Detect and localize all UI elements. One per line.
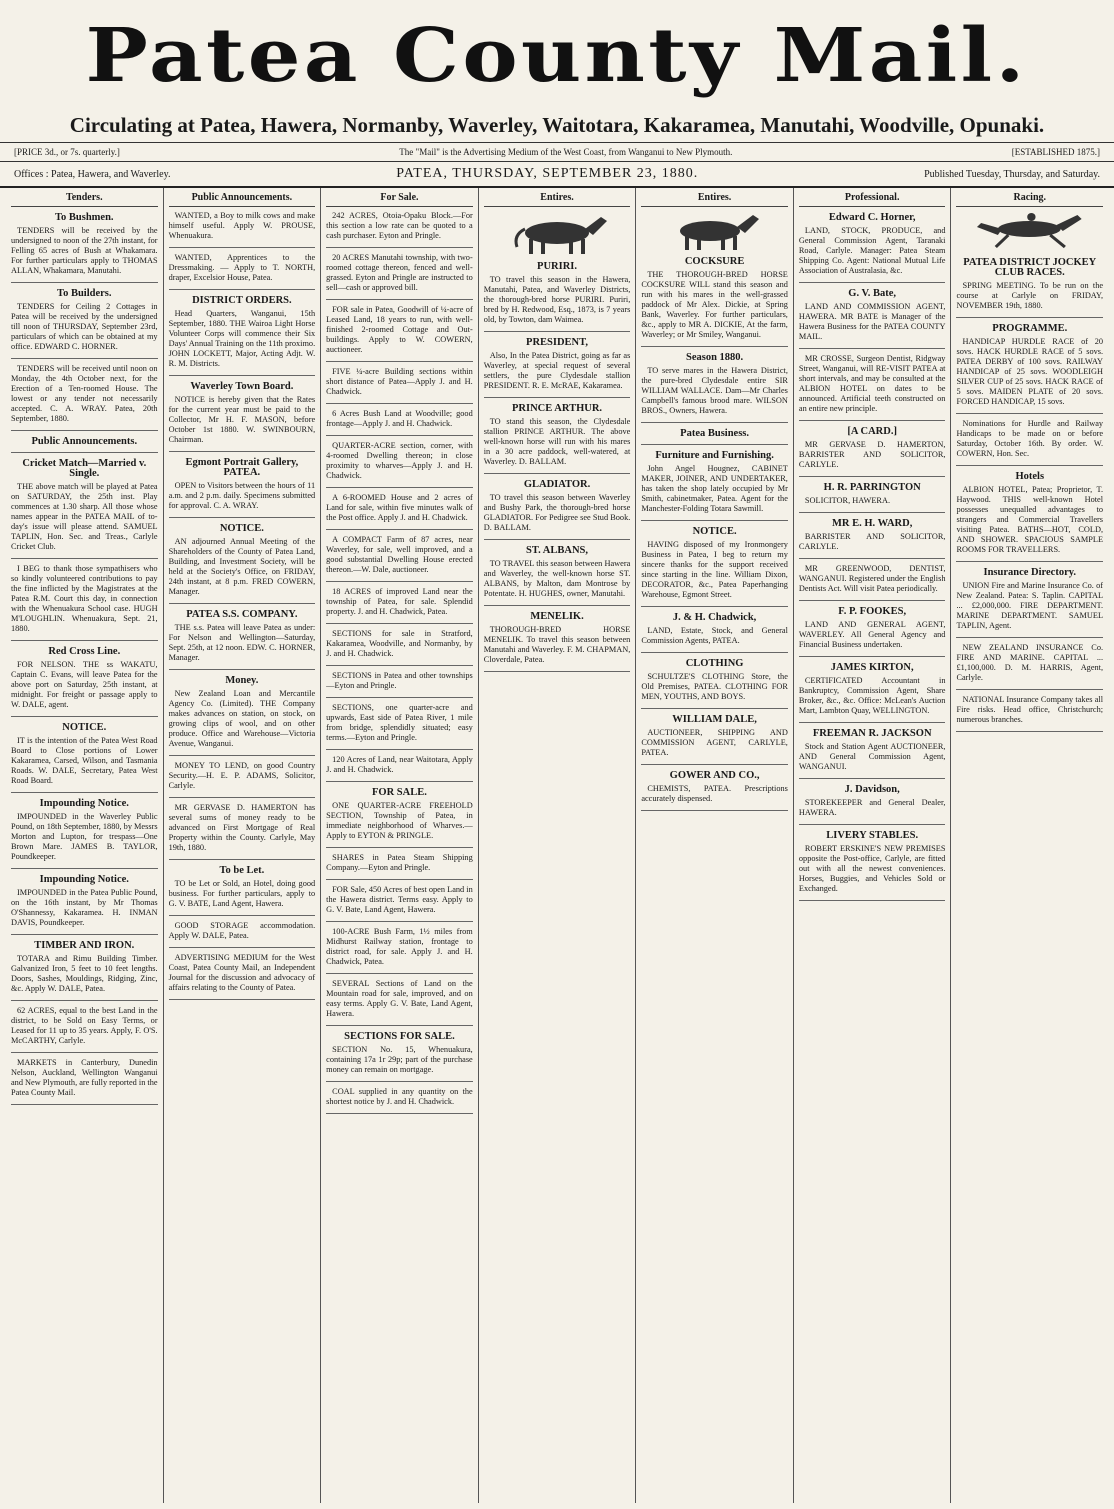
advert-text: ONE QUARTER-ACRE FREEHOLD SECTION, Township of Patea, in immediate neighborhood of Wharves.—Apply to EYTON & PRINGLE. <box>326 801 473 840</box>
advert-text: HAVING disposed of my Ironmongery Business in Patea, I beg to return my sincere thanks for the support received since starting in the line. William Dixon, DECORATOR, &c., Patea Paperhanging Warehouse, Egmont Street. <box>641 540 788 599</box>
advert-divider <box>11 558 158 559</box>
advert-heading: H. R. PARRINGTON <box>823 482 921 493</box>
advert-text: COAL supplied in any quantity on the shortest notice by J. and H. Chadwick. <box>326 1087 473 1106</box>
advert-text: WANTED, Apprentices to the Dressmaking. — Apply to T. NORTH, draper, Excelsior House, Patea. <box>168 253 316 282</box>
advert-text: I BEG to thank those sympathisers who so kindly volunteered contributions to pay the fine inflicted by the Magistrates at the Patea R.M. Court this day, in connection with the Whenuakura School case. HUGH M'LOUGHLIN. Whenuakura, Sept. 21, 1880. <box>11 564 158 633</box>
advert-heading: Public Announcements. <box>31 436 138 447</box>
advert-divider <box>956 465 1103 466</box>
advert-divider <box>799 558 946 559</box>
column-header: Entires. <box>484 190 631 207</box>
advert-divider <box>799 722 946 723</box>
advert-text: IT is the intention of the Patea West Road Board to Close portions of Lower Kakaramea, Carsed, Wilson, and Tasmania Roads. W. DALE, Secretary, Patea West Road Board. <box>11 736 158 785</box>
advert-heading: NOTICE. <box>62 722 107 733</box>
advert-divider <box>326 1025 473 1026</box>
column-header: Public Announcements. <box>169 190 316 207</box>
advert-text: THE s.s. Patea will leave Patea as under: For Nelson and Wellington—Saturday, Sept. 25th, at 12 noon. EDW. C. HORNER, Manager. <box>168 623 316 662</box>
advert-text: STOREKEEPER and General Dealer, HAWERA. <box>798 798 946 817</box>
advert-heading: To Bushmen. <box>55 212 114 223</box>
advert-text: LAND AND COMMISSION AGENT, HAWERA. MR BATE is Manager of the Hawera Business for the PATEA COUNTY MAIL. <box>798 302 946 341</box>
issue-date: PATEA, THURSDAY, SEPTEMBER 23, 1880. <box>396 166 699 181</box>
advert-text: 100-ACRE Bush Farm, 1½ miles from Midhurst Railway station, frontage to district road, for sale. Apply J. and H. Chadwick, Patea. <box>326 927 473 966</box>
advert-text: SOLICITOR, HAWERA. <box>804 496 891 505</box>
advert-divider <box>169 247 316 248</box>
column-3 <box>321 188 479 1503</box>
advert-text: LAND AND GENERAL AGENT, WAVERLEY. All General Agency and Financial Business undertaken. <box>798 620 946 649</box>
column-header: Tenders. <box>11 190 158 207</box>
advert-divider <box>956 637 1103 638</box>
advert-divider <box>11 792 158 793</box>
advert-text: TO serve mares in the Hawera District, the pure-bred Clydesdale entire SIR WILLIAM WALLACE. Dam—Mr Charles Campbell's famous brood mare. WILSON BROS., Owners, Hawera. <box>641 366 788 415</box>
advert-heading: [A CARD.] <box>847 426 897 437</box>
advert-divider <box>326 921 473 922</box>
advert-divider <box>956 561 1103 562</box>
advert-divider <box>11 640 158 641</box>
advert-text: AN adjourned Annual Meeting of the Shareholders of the County of Patea Land, Building, and Investment Society, will be held at the Society's Office, on FRIDAY, 24th instant, at 8 p.m. FRED COWERN, Manager. <box>168 537 316 596</box>
advert-heading: Season 1880. <box>686 352 744 363</box>
advert-divider <box>169 289 316 290</box>
advert-heading: Cricket Match—Married v. Single. <box>22 458 147 479</box>
advert-divider <box>11 282 158 283</box>
advert-text: NEW ZEALAND INSURANCE Co. FIRE AND MARINE. CAPITAL ... £1,100,000. D. M. HARRIS, Agent, Carlyle. <box>956 643 1104 682</box>
advert-heading: WILLIAM DALE, <box>672 714 757 725</box>
advert-divider <box>326 879 473 880</box>
advert-heading: PROGRAMME. <box>992 323 1068 334</box>
advert-text: CHEMISTS, PATEA. Prescriptions accurately dispensed. <box>641 784 788 803</box>
advert-divider <box>326 247 473 248</box>
advert-text: IMPOUNDED in the Waverley Public Pound, on 18th September, 1880, by Messrs Morton and Lupton, for trespass—One Brown Mare. JAMES B. TAYLOR, Poundkeeper. <box>11 812 158 861</box>
advert-heading: MR E. H. WARD, <box>832 518 913 529</box>
advert-divider <box>641 606 788 607</box>
column-2 <box>164 188 322 1503</box>
advert-text: TENDERS for Ceiling 2 Cottages in Patea will be received by the undersigned till noon of THURSDAY, September 23rd, particulars of which can be obtained at my office. EDWARD C. HORNER. <box>11 302 158 351</box>
advert-divider <box>11 868 158 869</box>
advert-text: ADVERTISING MEDIUM for the West Coast, Patea County Mail, an Independent Journal for the discussion and advocacy of affairs relating to the County of Patea. <box>168 953 316 992</box>
advert-text: UNION Fire and Marine Insurance Co. of New Zealand. Patea: S. Taplin. CAPITAL ... £2,000,000. FIRE DEPARTMENT. MARINE DEPARTMENT. SAMUEL TAPLIN, Agent. <box>956 581 1104 630</box>
advert-heading: FREEMAN R. JACKSON <box>812 728 932 739</box>
advert-divider <box>169 797 316 798</box>
advert-divider <box>484 473 631 474</box>
advert-divider <box>326 361 473 362</box>
advert-divider <box>11 934 158 935</box>
advert-heading: J. Davidson, <box>844 784 900 795</box>
advert-divider <box>641 444 788 445</box>
info-bar <box>0 142 1114 161</box>
horse-engraving-icon <box>655 211 775 251</box>
advert-text: 242 ACRES, Otoia-Opaku Block.—For this section a low rate can be quoted to a cash purchaser. Eyton and Pringle. <box>326 211 473 240</box>
advert-text: New Zealand Loan and Mercantile Agency Co. (Limited). THE Company makes advances on station, on stock, on growing clips of wool, and on other produce. Office and Warehouse—Victoria Avenue, Wanganui. <box>168 689 316 748</box>
advert-text: THE THOROUGH-BRED HORSE COCKSURE WILL stand this season and run with his mares in the well-grassed paddock of Mr Alex. Dickie, at Spring Bank, Waverley. For further particulars, &c., apply to MR A. DICKIE, At the farm, Waverley; or Mr Smiley, Wanganui. <box>641 270 788 339</box>
column-6 <box>794 188 952 1503</box>
column-header: Professional. <box>799 190 946 207</box>
advert-text: FIVE ¼-acre Building sections within short distance of Patea—Apply J. and H. Chadwick. <box>326 367 473 396</box>
advert-text: TO be Let or Sold, an Hotel, doing good business. For further particulars, apply to G. V. BATE, Land Agent, Hawera. <box>168 879 316 908</box>
columns <box>0 188 1114 1503</box>
advert-heading: To be Let. <box>219 865 265 876</box>
advert-divider <box>956 731 1103 732</box>
advert-text: SECTIONS in Patea and other townships—Eyton and Pringle. <box>326 671 473 690</box>
advert-text: SCHULTZE'S CLOTHING Store, the Old Premises, PATEA. CLOTHING FOR MEN, YOUTHS, AND BOYS. <box>641 672 788 701</box>
established: [ESTABLISHED 1875.] <box>1011 147 1100 157</box>
advert-divider <box>169 603 316 604</box>
advert-divider <box>484 671 631 672</box>
advert-divider <box>326 749 473 750</box>
advert-text: WANTED, a Boy to milk cows and make himself useful. Apply W. PROUSE, Whenuakura. <box>168 211 316 240</box>
advert-divider <box>11 452 158 453</box>
column-1 <box>6 188 164 1503</box>
advert-text: MONEY TO LEND, on good Country Security.—H. E. P. ADAMS, Solicitor, Carlyle. <box>168 761 316 790</box>
advert-text: SECTIONS, one quarter-acre and upwards, East side of Patea River, 1 mile from bridge, splendidly situated; easy terms.—Eyton and Pringle. <box>326 703 473 742</box>
dateline-bar <box>0 161 1114 188</box>
advert-heading: Waverley Town Board. <box>190 381 294 392</box>
advert-divider <box>169 859 316 860</box>
advert-text: MR GERVASE D. HAMERTON, BARRISTER AND SOLICITOR, CARLYLE. <box>798 440 946 469</box>
advert-divider <box>326 487 473 488</box>
advert-divider <box>484 331 631 332</box>
advert-divider <box>326 529 473 530</box>
advert-divider <box>326 847 473 848</box>
advert-heading: FOR SALE. <box>372 787 427 798</box>
column-header: Racing. <box>956 190 1103 207</box>
advert-divider <box>641 708 788 709</box>
advert-heading: Egmont Portrait Gallery, PATEA. <box>185 457 299 478</box>
advert-text: TENDERS will be received until noon on Monday, the 4th October next, for the Erection of a Ten-roomed House. The lowest or any tender not necessarily accepted. C. A. WRAY. Patea, 20th September, 1880. <box>11 364 158 423</box>
masthead <box>0 0 1114 112</box>
newspaper-title: Patea County Mail. <box>85 13 1029 99</box>
advert-text: OPEN to Visitors between the hours of 11 a.m. and 2 p.m. daily. Specimens submitted for approval. C. A. WRAY. <box>168 481 316 510</box>
advert-divider <box>326 623 473 624</box>
advert-text: FOR sale in Patea, Goodwill of ¼-acre of Leased Land, 18 years to run, with well-finished 2-roomed Cottage and Out-buildings. Apply to W. COWERN, auctioneer. <box>326 305 473 354</box>
circulation-line: Circulating at Patea, Hawera, Normanby, Waverley, Waitotara, Kakaramea, Manutahi, Woodville, Opunaki. <box>69 113 1045 137</box>
advert-divider <box>11 430 158 431</box>
advert-text: LAND, STOCK, PRODUCE, and General Commission Agent, Taranaki Road, Carlyle. Manager: Patea Steam Shipping Co. Agent: National Mutual Life Association of Australasia, &c. <box>798 226 946 275</box>
column-4 <box>479 188 637 1503</box>
advert-divider <box>799 900 946 901</box>
advert-text: SPRING MEETING. To be run on the course at Carlyle on FRIDAY, NOVEMBER 19th, 1880. <box>956 281 1104 310</box>
advert-text: QUARTER-ACRE section, corner, with 4-roomed Dwelling thereon; in close proximity to wharves—Apply J. and H. Chadwick. <box>326 441 473 480</box>
advert-heading: G. V. Bate, <box>848 288 897 299</box>
advert-heading: PATEA DISTRICT JOCKEY CLUB RACES. <box>963 257 1097 278</box>
advert-text: MR CROSSE, Surgeon Dentist, Ridgway Street, Wanganui, will RE-VISIT PATEA at short intervals, and may be consulted at the ALBION HOTEL on dates to be announced. Artificial teeth constructed on an entire new principle. <box>798 354 946 413</box>
advert-divider <box>956 413 1103 414</box>
advert-divider <box>11 1104 158 1105</box>
advert-text: TENDERS will be received by the undersigned to noon of the 27th instant, for Felling 65 acres of Bush at Whakamara. For further particulars apply to THOMAS ALLAN, Whakamara, Manutahi. <box>11 226 158 275</box>
advert-divider <box>799 600 946 601</box>
advert-text: THE above match will be played at Patea on SATURDAY, the 25th inst. Play commences at 1.30 sharp. All those whose names appear in the PATEA MAIL of to-day's issue will please attend. SAMUEL TAPLIN, Hon. Sec. and Treas., Carlyle Cricket Club. <box>11 482 158 551</box>
advert-text: BARRISTER AND SOLICITOR, CARLYLE. <box>798 532 946 551</box>
advert-divider <box>799 824 946 825</box>
advert-heading: J. & H. Chadwick, <box>672 612 757 623</box>
advert-text: CERTIFICATED Accountant in Bankruptcy, Commission Agent, Share Broker, &c., &c. Office: McLean's Auction Mart, Lambton Quay, WELLINGTON. <box>798 676 946 715</box>
advert-divider <box>326 1113 473 1114</box>
advert-heading: Hotels <box>1015 471 1045 482</box>
advert-text: Also, In the Patea District, going as far as Waverley, at special request of several settlers, the pure Clydesdale stallion PRESIDENT. R. E. McRAE, Kakaramea. <box>483 351 631 390</box>
advert-text: TO travel this season between Waverley and Bushy Park, the thorough-bred horse GLADIATOR. For Pedigree see Stud Book. D. BALLAM. <box>483 493 631 532</box>
advert-heading: MENELIK. <box>530 611 584 622</box>
advert-text: LAND, Estate, Stock, and General Commission Agents, PATEA. <box>641 626 788 645</box>
advert-divider <box>799 656 946 657</box>
advert-divider <box>641 764 788 765</box>
tagline: The "Mail" is the Advertising Medium of the West Coast, from Wanganui to New Plymouth. <box>399 147 733 157</box>
advert-divider <box>11 358 158 359</box>
advert-divider <box>326 665 473 666</box>
advert-divider <box>326 1081 473 1082</box>
advert-heading: Impounding Notice. <box>39 798 129 809</box>
advert-divider <box>484 539 631 540</box>
advert-text: MR GERVASE D. HAMERTON has several sums of money ready to be advanced on First Mortgage of Real Property within the County. Carlyle, May 19th, 1880. <box>168 803 316 852</box>
advert-heading: F. P. FOOKES, <box>838 606 907 617</box>
advert-divider <box>169 947 316 948</box>
advert-text: Head Quarters, Wanganui, 15th September, 1880. THE Wairoa Light Horse Volunteer Corps will commence their Six Days' Annual Training on the 11th proximo. JOHN LOCKETT, Major, Acting Adjt. W. R. M. Districts. <box>168 309 316 368</box>
advert-heading: PURIRI. <box>537 261 577 272</box>
advert-text: SECTION No. 15, Whenuakura, containing 17a 1r 29p; part of the purchase money can remain on mortgage. <box>326 1045 473 1074</box>
advert-divider <box>641 422 788 423</box>
advert-divider <box>641 810 788 811</box>
advert-divider <box>799 778 946 779</box>
column-7 <box>951 188 1108 1503</box>
advert-heading: SECTIONS FOR SALE. <box>344 1031 455 1042</box>
advert-text: TOTARA and Rimu Building Timber. Galvanized Iron, 5 feet to 10 feet lengths. Doors, Sashes, Mouldings, Ridging, Zinc, &c. Apply W. DALE, Patea. <box>11 954 158 993</box>
advert-text: SEVERAL Sections of Land on the Mountain road for sale, improved, and on easy terms. Apply G. V. Bate, Land Agent, Hawera. <box>326 979 473 1018</box>
racehorse-engraving-icon <box>956 211 1103 249</box>
advert-heading: Impounding Notice. <box>39 874 129 885</box>
price: [PRICE 3d., or 7s. quarterly.] <box>14 147 120 157</box>
advert-text: John Angel Hougnez, CABINET MAKER, JOINER, AND UNDERTAKER, has taken the shop lately occupied by Mr Smith, cabinetmaker, Patea. Agent for the Manchester-Folding Totara Sawmill. <box>641 464 788 513</box>
advert-heading: JAMES KIRTON, <box>830 662 914 673</box>
advert-text: MARKETS in Canterbury, Dunedin Nelson, Auckland, Wellington Wanganui and New Plymouth, are fully reported in the Patea County Mail. <box>11 1058 158 1097</box>
published-days: Published Tuesday, Thursday, and Saturday. <box>924 168 1100 180</box>
advert-divider <box>326 299 473 300</box>
advert-divider <box>11 1052 158 1053</box>
advert-heading: GOWER AND CO., <box>669 770 760 781</box>
advert-divider <box>799 420 946 421</box>
advert-divider <box>169 915 316 916</box>
advert-divider <box>956 317 1103 318</box>
advert-divider <box>11 716 158 717</box>
advert-text: HANDICAP HURDLE RACE of 20 sovs. HACK HURDLE RACE of 5 sovs. PATEA DERBY of 100 sovs. RAILWAY HANDICAP of 25 sovs. WOODLEIGH SILVER CUP of 25 sovs. HACK RACE of 5 sovs. MAIDEN PLATE of 20 sovs. FORCED HANDICAP, 15 sovs. <box>956 337 1104 406</box>
advert-divider <box>799 282 946 283</box>
advert-divider <box>641 520 788 521</box>
advert-heading: PATEA S.S. COMPANY. <box>186 609 298 620</box>
advert-divider <box>169 755 316 756</box>
advert-heading: DISTRICT ORDERS. <box>192 295 292 306</box>
advert-divider <box>799 512 946 513</box>
advert-divider <box>169 669 316 670</box>
advert-heading: NOTICE. <box>219 523 264 534</box>
advert-divider <box>326 403 473 404</box>
advert-text: 120 Acres of Land, near Waitotara, Apply J. and H. Chadwick. <box>326 755 473 774</box>
advert-divider <box>169 451 316 452</box>
advert-text: ROBERT ERSKINE'S NEW PREMISES opposite the Post-office, Carlyle, are fitted out with all the newest conveniences. Horses, Buggies, and Vehicles Sold or Exchanged. <box>798 844 946 893</box>
advert-heading: GLADIATOR. <box>523 479 591 490</box>
advert-text: FOR Sale, 450 Acres of best open Land in the Hawera district. Terms easy. Apply to G. V. Bate, Land Agent, Hawera. <box>326 885 473 914</box>
advert-heading: Insurance Directory. <box>983 567 1077 578</box>
advert-text: THOROUGH-BRED HORSE MENELIK. To travel this season between Manutahi and Waverley. F. M. CHAPMAN, Cloverdale, Patea. <box>483 625 631 664</box>
offices: Offices : Patea, Hawera, and Waverley. <box>14 168 171 180</box>
advert-text: Nominations for Hurdle and Railway Handicaps to be made on or before Saturday, October 16th. By order. W. COWERN, Hon. Sec. <box>956 419 1104 458</box>
advert-divider <box>326 435 473 436</box>
advert-text: SHARES in Patea Steam Shipping Company.—Eyton and Pringle. <box>326 853 473 872</box>
advert-heading: Furniture and Furnishing. <box>655 450 774 461</box>
advert-text: NATIONAL Insurance Company takes all Fire risks. Head office, Christchurch; numerous branches. <box>956 695 1104 724</box>
advert-divider <box>326 697 473 698</box>
advert-text: 6 Acres Bush Land at Woodville; good frontage—Apply J. and H. Chadwick. <box>326 409 473 428</box>
advert-heading: PRINCE ARTHUR. <box>511 403 603 414</box>
advert-text: AUCTIONEER, SHIPPING AND COMMISSION AGENT, CARLYLE, PATEA. <box>641 728 788 757</box>
advert-text: 62 ACRES, equal to the best Land in the district, to be Sold on Easy Terms, or Leased for 11 up to 35 years. Apply, F. O'S. McCARTHY, Carlyle. <box>11 1006 158 1045</box>
advert-heading: Patea Business. <box>680 428 750 439</box>
advert-divider <box>956 689 1103 690</box>
advert-divider <box>326 781 473 782</box>
advert-heading: LIVERY STABLES. <box>826 830 919 841</box>
advert-text: A 6-ROOMED House and 2 acres of Land for sale, within five minutes walk of the Post office. Apply J. and H. Chadwick. <box>326 493 473 522</box>
advert-text: FOR NELSON. THE ss WAKATU, Captain C. Evans, will leave Patea for the above port on Saturday, 25th instant, at midnight. For freight or passage apply to W. DALE, agent. <box>11 660 158 709</box>
advert-heading: CLOTHING <box>685 658 744 669</box>
advert-heading: To Builders. <box>57 288 112 299</box>
advert-divider <box>484 605 631 606</box>
advert-divider <box>484 397 631 398</box>
advert-text: ALBION HOTEL, Patea; Proprietor, T. Haywood. THIS well-known Hotel possesses unequalled advantages to strangers and Commercial Travellers visiting Patea. BATHS—HOT, COLD, AND SHOWER. SPACIOUS SAMPLE ROOMS FOR TRAVELLERS. <box>956 485 1104 554</box>
advert-divider <box>799 348 946 349</box>
advert-divider <box>641 652 788 653</box>
advert-text: TO stand this season, the Clydesdale stallion PRINCE ARTHUR. The above well-known horse will run with his mares in a 30 acre paddock, well-watered, at Waverley. D. BALLAM. <box>483 417 631 466</box>
advert-text: GOOD STORAGE accommodation. Apply W. DALE, Patea. <box>168 921 316 940</box>
advert-heading: COCKSURE <box>684 256 745 267</box>
advert-heading: ST. ALBANS, <box>526 545 588 556</box>
column-5 <box>636 188 794 1503</box>
advert-divider <box>11 1000 158 1001</box>
advert-text: MR GREENWOOD, DENTIST, WANGANUI. Registered under the English Dentists Act. Will visit Patea periodically. <box>798 564 946 593</box>
advert-heading: PRESIDENT, <box>526 337 588 348</box>
advert-divider <box>326 973 473 974</box>
advert-divider <box>326 581 473 582</box>
advert-heading: TIMBER AND IRON. <box>34 940 135 951</box>
advert-text: 18 ACRES of improved Land near the township of Patea, for sale. Splendid property. J. and H. Chadwick, Patea. <box>326 587 473 616</box>
advert-divider <box>169 517 316 518</box>
advert-heading: NOTICE. <box>692 526 737 537</box>
advert-text: Stock and Station Agent AUCTIONEER, AND General Commission Agent, WANGANUI. <box>798 742 946 771</box>
advert-divider <box>641 346 788 347</box>
advert-text: NOTICE is hereby given that the Rates for the current year must be paid to the Collector, Mr H. F. MASON, before October 1st 1880. W. SWINBOURN, Chairman. <box>168 395 316 444</box>
horse-engraving-icon <box>497 211 617 256</box>
advert-text: TO TRAVEL this season between Hawera and Waverley, the well-known horse ST. ALBANS, by Malton, dam Montrose by Potentate. H. HUGHES, owner, Manutahi. <box>483 559 631 598</box>
advert-text: IMPOUNDED in the Patea Public Pound, on the 16th instant, by Mr Thomas O'Shannessy, Kakaramea. H. INMAN DAVIS, Poundkeeper. <box>11 888 158 927</box>
advert-divider <box>169 999 316 1000</box>
advert-text: 20 ACRES Manutahi township, with two-roomed cottage thereon, fenced and well-grassed. Eyton and Pringle are instructed to sell—cash or approved bill. <box>326 253 473 292</box>
advert-text: SECTIONS for sale in Stratford, Kakaramea, Woodville, and Normanby, by J. and H. Chadwick. <box>326 629 473 658</box>
column-header: Entires. <box>641 190 788 207</box>
column-header: For Sale. <box>326 190 473 207</box>
advert-heading: Money. <box>225 675 259 686</box>
advert-divider <box>169 375 316 376</box>
advert-text: A COMPACT Farm of 87 acres, near Waverley, for sale, well improved, and a good substantial Dwelling House erected thereon.—W. Dale, auctioneer. <box>326 535 473 574</box>
advert-heading: Red Cross Line. <box>48 646 121 657</box>
advert-text: TO travel this season in the Hawera, Manutahi, Patea, and Waverley Districts, the thorough-bred horse PURIRI. Puriri, bred by H. Redwood, Esq., 1873, is 7 years old, by Towton, dam Waimea. <box>483 275 631 324</box>
advert-heading: Edward C. Horner, <box>828 212 916 223</box>
advert-divider <box>799 476 946 477</box>
